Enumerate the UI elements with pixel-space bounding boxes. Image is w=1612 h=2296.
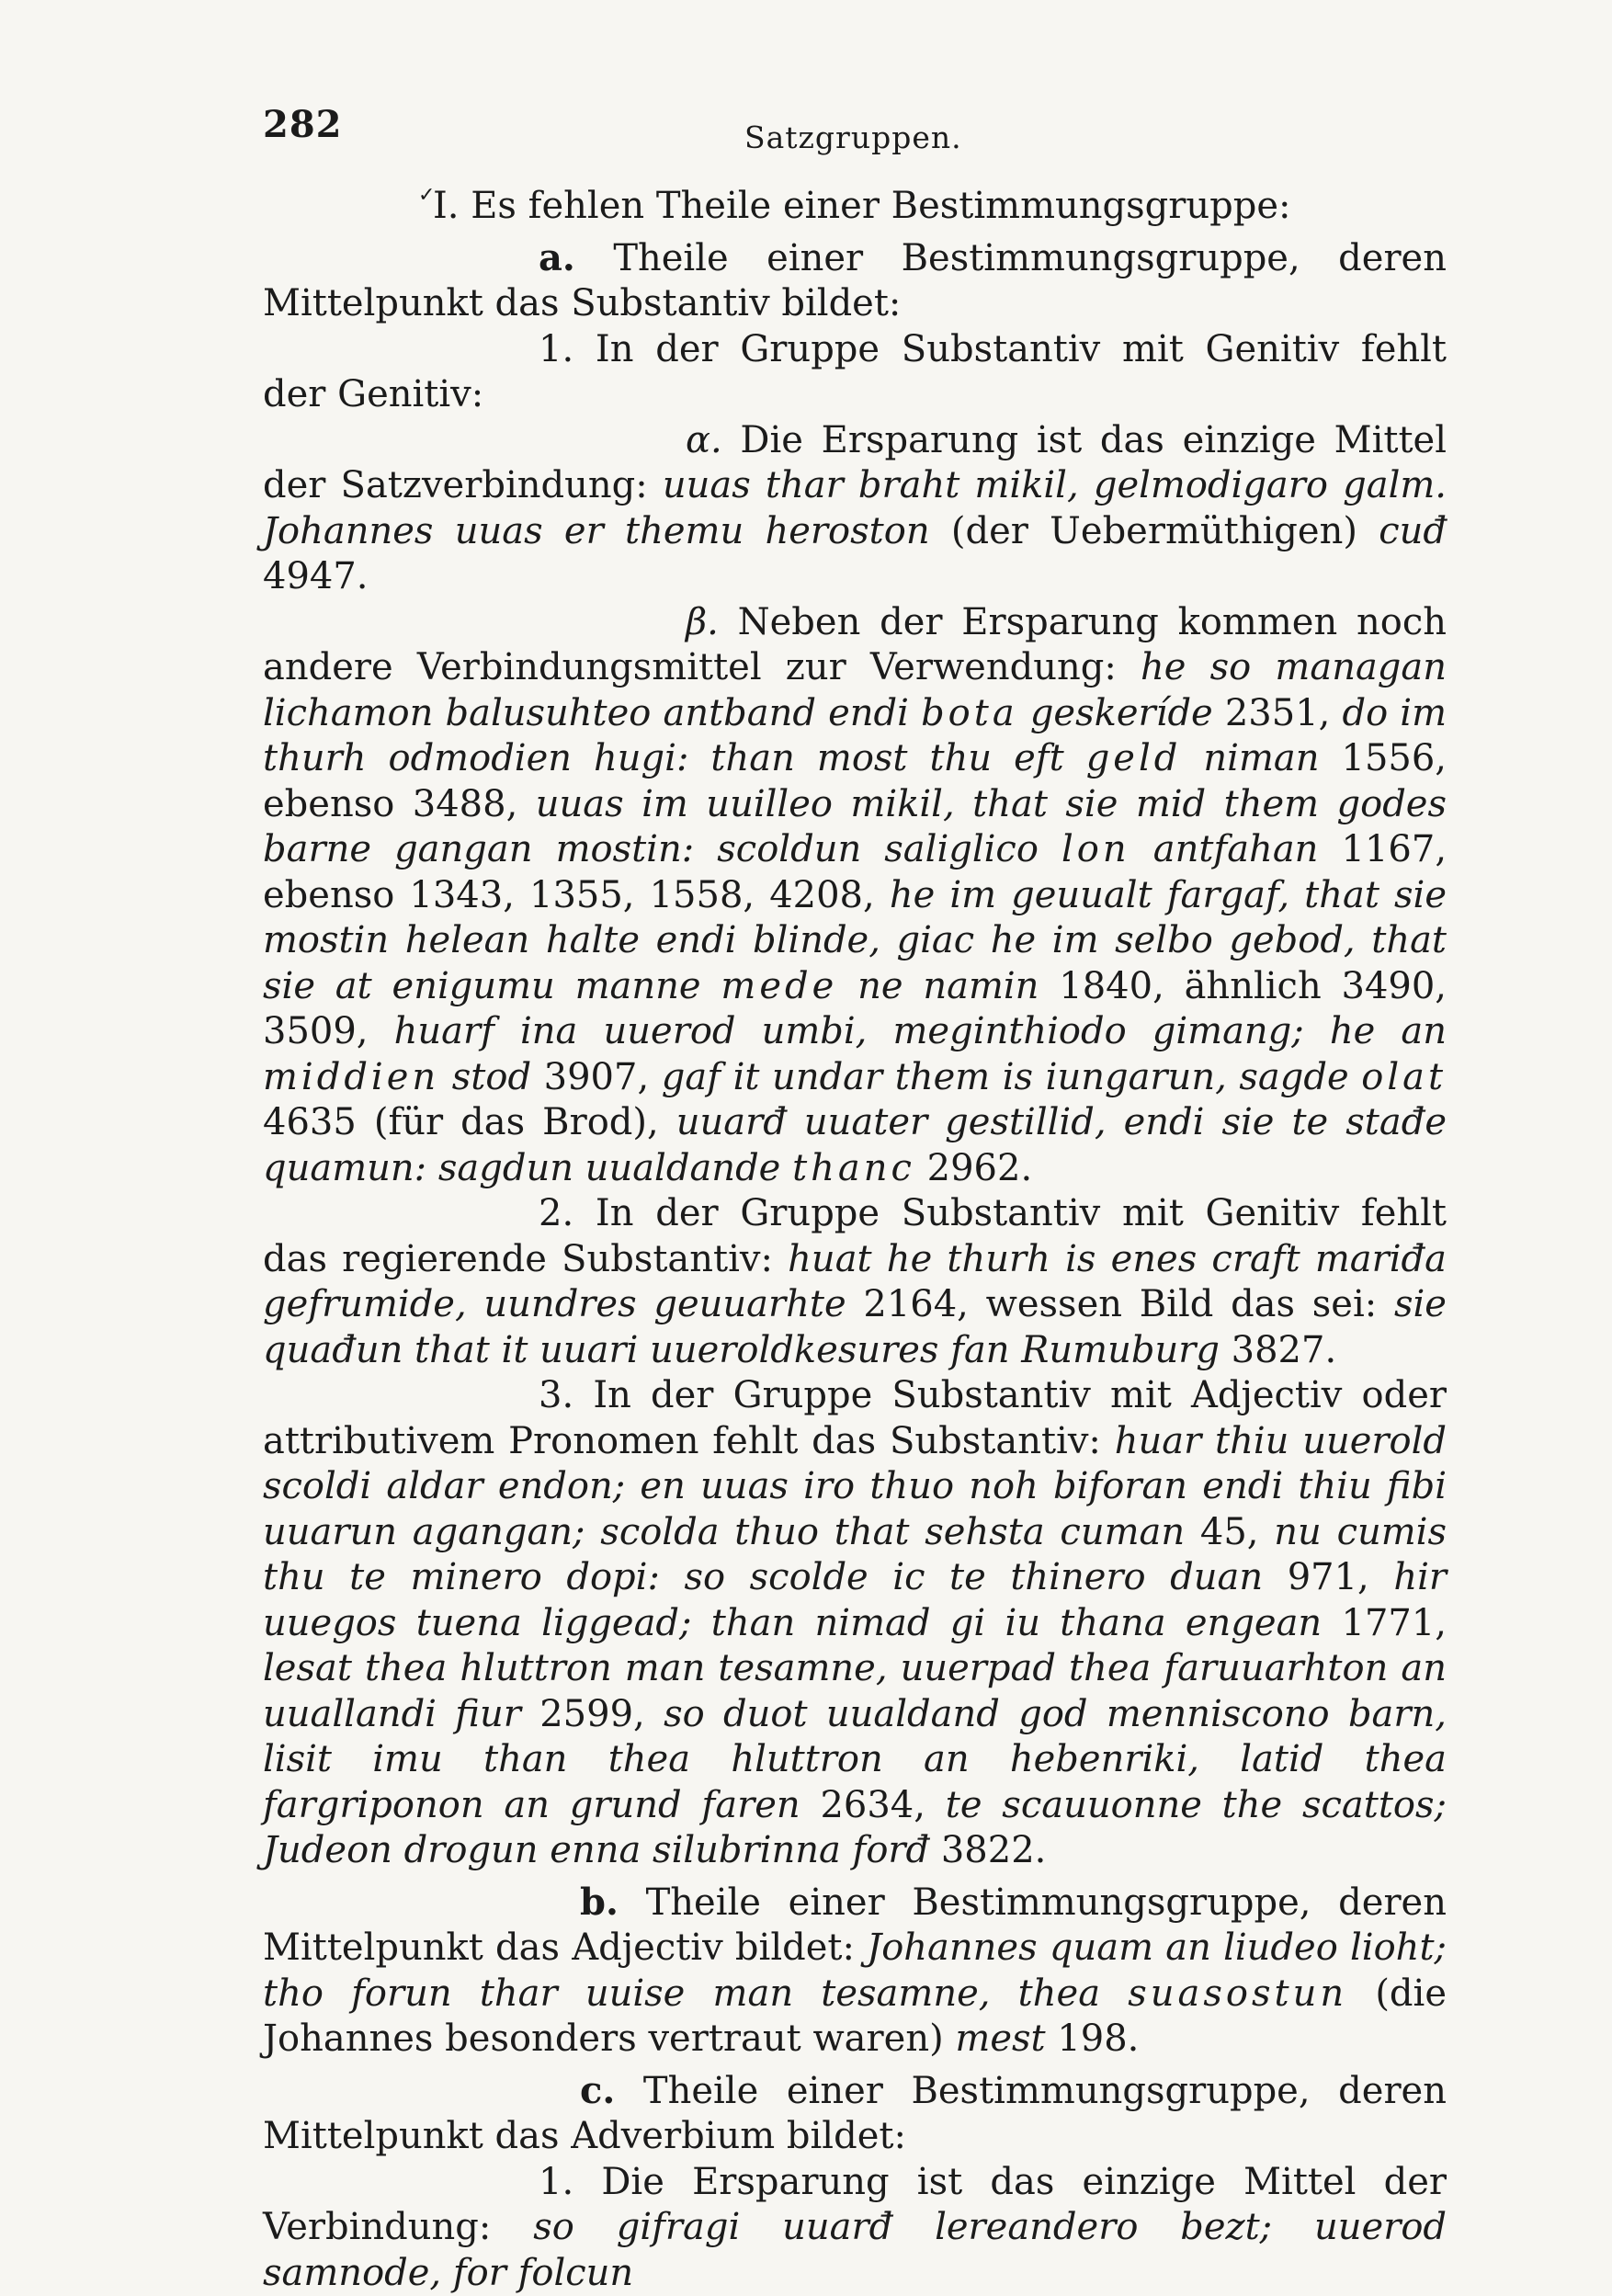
alpha-gloss: (der Uebermüthigen)	[951, 510, 1357, 552]
body-text	[263, 184, 1447, 2296]
label-a-3: 3.	[539, 1374, 573, 1416]
b-gloss: (die Johannes besonders vertraut waren)	[263, 1972, 1447, 2061]
section-a-1	[263, 327, 1447, 418]
beta-ref: 1556, ebenso 3488,	[263, 737, 1447, 825]
beta-example: gaf it undar them is iungarun, sagde	[662, 1056, 1349, 1098]
a-3-ref: 3822.	[941, 1829, 1047, 1871]
beta-example: niman	[1203, 737, 1319, 779]
beta-example-spaced: thanc	[792, 1147, 915, 1189]
beta-example-spaced: mede	[721, 965, 837, 1007]
beta-example: huarf ina uuerod umbi, meginthiodo gimang; he an	[394, 1010, 1447, 1052]
heading-I: I. Es fehlen Theile einer Bestimmungsgruppe:	[263, 184, 1447, 230]
a-3-ref: 2599,	[539, 1693, 645, 1735]
label-c-1: 1.	[539, 2161, 573, 2203]
section-a-1-text: In der Gruppe Substantiv mit Genitiv fehlt der Genitiv:	[263, 328, 1447, 416]
section-b	[263, 1880, 1447, 2063]
beta-example-spaced: middien	[263, 1056, 439, 1098]
beta-ref: 2962.	[927, 1147, 1033, 1189]
a-2-example: sie quađun that it uuari uueroldkesures fan Rumuburg	[263, 1283, 1447, 1371]
running-title: Satzgruppen.	[744, 119, 962, 155]
label-a-1: 1.	[539, 328, 573, 370]
section-alpha	[263, 418, 1447, 600]
beta-ref: 1840, ähnlich 3490, 3509,	[263, 965, 1447, 1053]
b-text: Theile einer Bestimmungsgruppe, deren Mittelpunkt das Adjectiv bildet:	[263, 1881, 1447, 1970]
a-3-ref: 2634,	[820, 1784, 925, 1826]
b-ref: 198.	[1057, 2018, 1139, 2060]
beta-example: he so managan lichamon balusuhteo antband endi	[263, 646, 1447, 734]
a-3-ref: 1771,	[1342, 1602, 1447, 1644]
label-beta: β.	[686, 601, 719, 643]
b-example-spaced: suasostun	[1128, 1972, 1347, 2015]
a-3-example: te scauuonne the scattos; Judeon drogun enna silubrinna forđ	[263, 1784, 1447, 1872]
a-3-example: hir uuegos tuena liggead; than nimad gi iu thana engean	[263, 1556, 1447, 1644]
label-a: a.	[539, 236, 575, 279]
b-example: Johannes quam an liudeo lioht; tho forun thar uuise man tesamne, thea	[263, 1927, 1447, 2015]
beta-text: Neben der Ersparung kommen noch andere Verbindungsmittel zur Verwendung:	[263, 601, 1447, 689]
beta-example: uuarđ uuater gestillid, endi sie te stađe quamun: sagdun uualdande	[263, 1101, 1447, 1189]
beta-example: antfahan	[1153, 828, 1319, 870]
beta-example: stod	[452, 1056, 531, 1098]
alpha-example: uuas thar braht mikil, gelmodigaro galm. Johannes uuas er themu heroston	[263, 464, 1447, 552]
alpha-example: cuđ	[1379, 510, 1447, 552]
c-1-text: Die Ersparung ist das einzige Mittel der Verbindung:	[263, 2161, 1447, 2249]
a-3-ref: 971,	[1288, 1556, 1369, 1598]
b-example: mest	[955, 2018, 1045, 2060]
a-2-text: In der Gruppe Substantiv mit Genitiv fehlt das regierende Substantiv:	[263, 1192, 1447, 1280]
a-2-ref: 2164, wessen Bild das sei:	[863, 1283, 1377, 1325]
section-a-text: Theile einer Bestimmungsgruppe, deren Mittelpunkt das Substantiv bildet:	[263, 237, 1447, 325]
a-3-example: nu cumis thu te minero dopi: so scolde ic te thinero duan	[263, 1511, 1447, 1599]
section-a	[263, 235, 1447, 327]
beta-example-spaced: bota	[921, 692, 1018, 734]
a-3-example: lesat thea hluttron man tesamne, uuerpad thea faruuarhton an uuallandi fiur	[263, 1647, 1447, 1735]
beta-example-spaced: geld	[1086, 737, 1182, 779]
beta-ref: 1167, ebenso 1343, 1355, 1558, 4208,	[263, 828, 1447, 916]
a-2-ref: 3827.	[1232, 1329, 1337, 1371]
beta-example-spaced: lon	[1061, 828, 1130, 870]
section-c	[263, 2068, 1447, 2160]
c-text: Theile einer Bestimmungsgruppe, deren Mittelpunkt das Adverbium bildet:	[263, 2070, 1447, 2158]
section-a-3	[263, 1373, 1447, 1874]
beta-example: ne namin	[857, 965, 1039, 1007]
section-a-2	[263, 1191, 1447, 1373]
beta-example: uuas im uuilleo mikil, that sie mid them godes barne gangan mostin: scoldun saliglico	[263, 783, 1447, 871]
label-b: b.	[580, 1881, 619, 1924]
label-c: c.	[580, 2069, 615, 2112]
a-3-example: so duot uualdand god menniscono barn, lisit imu than thea hluttron an hebenriki, latid thea fargriponon an grund faren	[263, 1693, 1447, 1826]
beta-example-spaced: olat	[1361, 1056, 1447, 1098]
c-1-example: so gifragi uuarđ lereandero bezt; uuerod samnode, for folcun	[263, 2206, 1447, 2294]
beta-ref: 2351,	[1225, 692, 1331, 734]
section-c-1	[263, 2160, 1447, 2296]
label-alpha: α.	[686, 419, 722, 461]
a-2-example: huat he thurh is enes craft mariđa gefrumide, uundres geuuarhte	[263, 1238, 1447, 1326]
pencil-mark: ✓	[418, 184, 435, 207]
alpha-text: Die Ersparung ist das einzige Mittel der Satzverbindung:	[263, 419, 1447, 507]
beta-example: do im thurh odmodien hugi: than most thu eft	[263, 692, 1447, 780]
section-beta	[263, 600, 1447, 1192]
a-3-ref: 45,	[1200, 1511, 1259, 1553]
page-number: 282	[263, 103, 343, 146]
beta-ref: 3907,	[544, 1056, 650, 1098]
beta-example: geskeríde	[1030, 692, 1213, 734]
a-3-example: huar thiu uuerold scoldi aldar endon; en uuas iro thuo noh biforan endi thiu fibi uuarun agangan; scolda thuo that sehsta cuman	[263, 1420, 1447, 1553]
page-header	[0, 103, 1612, 158]
beta-ref: 4635 (für das Brod),	[263, 1101, 659, 1143]
label-a-2: 2.	[539, 1192, 573, 1234]
beta-example: he im geuualt fargaf, that sie mostin helean halte endi blinde, giac he im selbo gebod, that sie at enigumu manne	[263, 874, 1447, 1007]
alpha-ref: 4947.	[263, 555, 369, 597]
a-3-text: In der Gruppe Substantiv mit Adjectiv oder attributivem Pronomen fehlt das Substantiv:	[263, 1374, 1447, 1462]
